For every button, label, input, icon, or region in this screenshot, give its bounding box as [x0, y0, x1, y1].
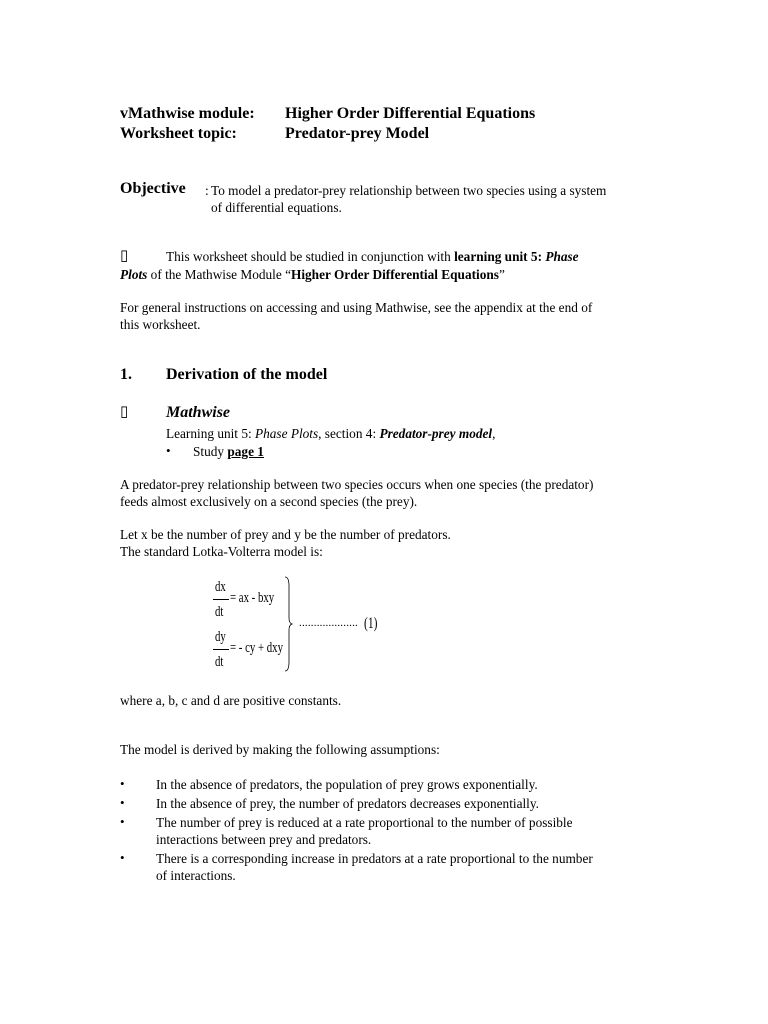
paragraph-1-line-1: A predator-prey relationship between two species occurs when one species (the predator) [120, 477, 594, 492]
assumption-3-line-1: The number of prey is reduced at a rate proportional to the number of possible [156, 815, 573, 830]
eq1-rhs: = ax - bxy [230, 590, 275, 606]
note-prefix: This worksheet should be studied in conjunction with [166, 249, 451, 264]
eq1-fraction-bar [213, 599, 229, 600]
objective-colon: : [205, 183, 209, 198]
constants-note: where a, b, c and d are positive constants. [120, 693, 342, 708]
section-number: 1. [120, 366, 132, 383]
assumption-2: In the absence of prey, the number of predators decreases exponentially. [156, 796, 539, 811]
equation-leader-dots: .................... [299, 617, 358, 629]
note-symbol-icon: ▯ [120, 246, 129, 264]
general-line-1: For general instructions on accessing and using Mathwise, see the appendix at the end of [120, 300, 593, 315]
assumption-bullet-icon: • [120, 795, 125, 810]
assumption-bullet-icon: • [120, 850, 125, 865]
general-line-2: this worksheet. [120, 317, 201, 332]
eq1-numerator: dx [215, 579, 226, 595]
lu-prefix: Learning unit 5: [166, 426, 252, 441]
right-brace-icon [284, 576, 294, 672]
mathwise-title: Mathwise [166, 404, 231, 421]
eq2-fraction-bar [213, 649, 229, 650]
assumptions-intro: The model is derived by making the following assumptions: [120, 742, 440, 757]
objective-line-2: of differential equations. [211, 200, 342, 215]
lu-section-title: Predator-prey model [379, 426, 493, 441]
note-unit-title-part-2: Plots [120, 267, 148, 282]
eq2-numerator: dy [215, 629, 226, 645]
study-line [193, 443, 264, 460]
objective-label: Objective [120, 180, 186, 197]
module-title: Higher Order Differential Equations [285, 105, 536, 122]
mathwise-symbol-icon: ▯ [120, 402, 129, 420]
eq1-denominator: dt [215, 604, 224, 620]
note-module-title: Higher Order Differential Equations [291, 267, 499, 282]
lu-comma: , [492, 426, 496, 441]
lu-section: , section 4: [318, 426, 377, 441]
note-unit: learning unit 5: [454, 249, 542, 264]
assumption-3-line-2: interactions between prey and predators. [156, 832, 372, 847]
assumption-4-line-2: of interactions. [156, 868, 236, 883]
note-line-1 [166, 248, 579, 265]
topic-label: Worksheet topic: [120, 125, 237, 142]
study-prefix: Study [193, 444, 225, 459]
topic-title: Predator-prey Model [285, 125, 430, 142]
module-label: vMathwise module: [120, 105, 255, 122]
study-bullet-icon: • [166, 443, 171, 458]
assumption-bullet-icon: • [120, 776, 125, 791]
lu-title: Phase Plots [255, 426, 319, 441]
equation-number: (1) [364, 615, 378, 632]
eq2-denominator: dt [215, 654, 224, 670]
let-line: Let x be the number of prey and y be the number of predators. [120, 527, 451, 542]
note-quote-end: ” [498, 267, 505, 282]
assumption-1: In the absence of predators, the population of prey grows exponentially. [156, 777, 538, 792]
model-intro-line: The standard Lotka-Volterra model is: [120, 544, 323, 559]
study-page-link[interactable]: page 1 [227, 444, 264, 459]
assumption-bullet-icon: • [120, 814, 125, 829]
assumption-4-line-1: There is a corresponding increase in predators at a rate proportional to the number [156, 851, 593, 866]
note-module-prefix: of the Mathwise Module “ [150, 267, 291, 282]
eq2-rhs: = - cy + dxy [230, 640, 283, 656]
objective-line-1: To model a predator-prey relationship between two species using a system [211, 183, 607, 198]
learning-unit-line [166, 425, 495, 442]
note-line-2 [120, 266, 505, 283]
note-unit-title-part-1: Phase [545, 249, 579, 264]
paragraph-1-line-2: feeds almost exclusively on a second species (the prey). [120, 494, 418, 509]
section-title: Derivation of the model [166, 366, 328, 383]
